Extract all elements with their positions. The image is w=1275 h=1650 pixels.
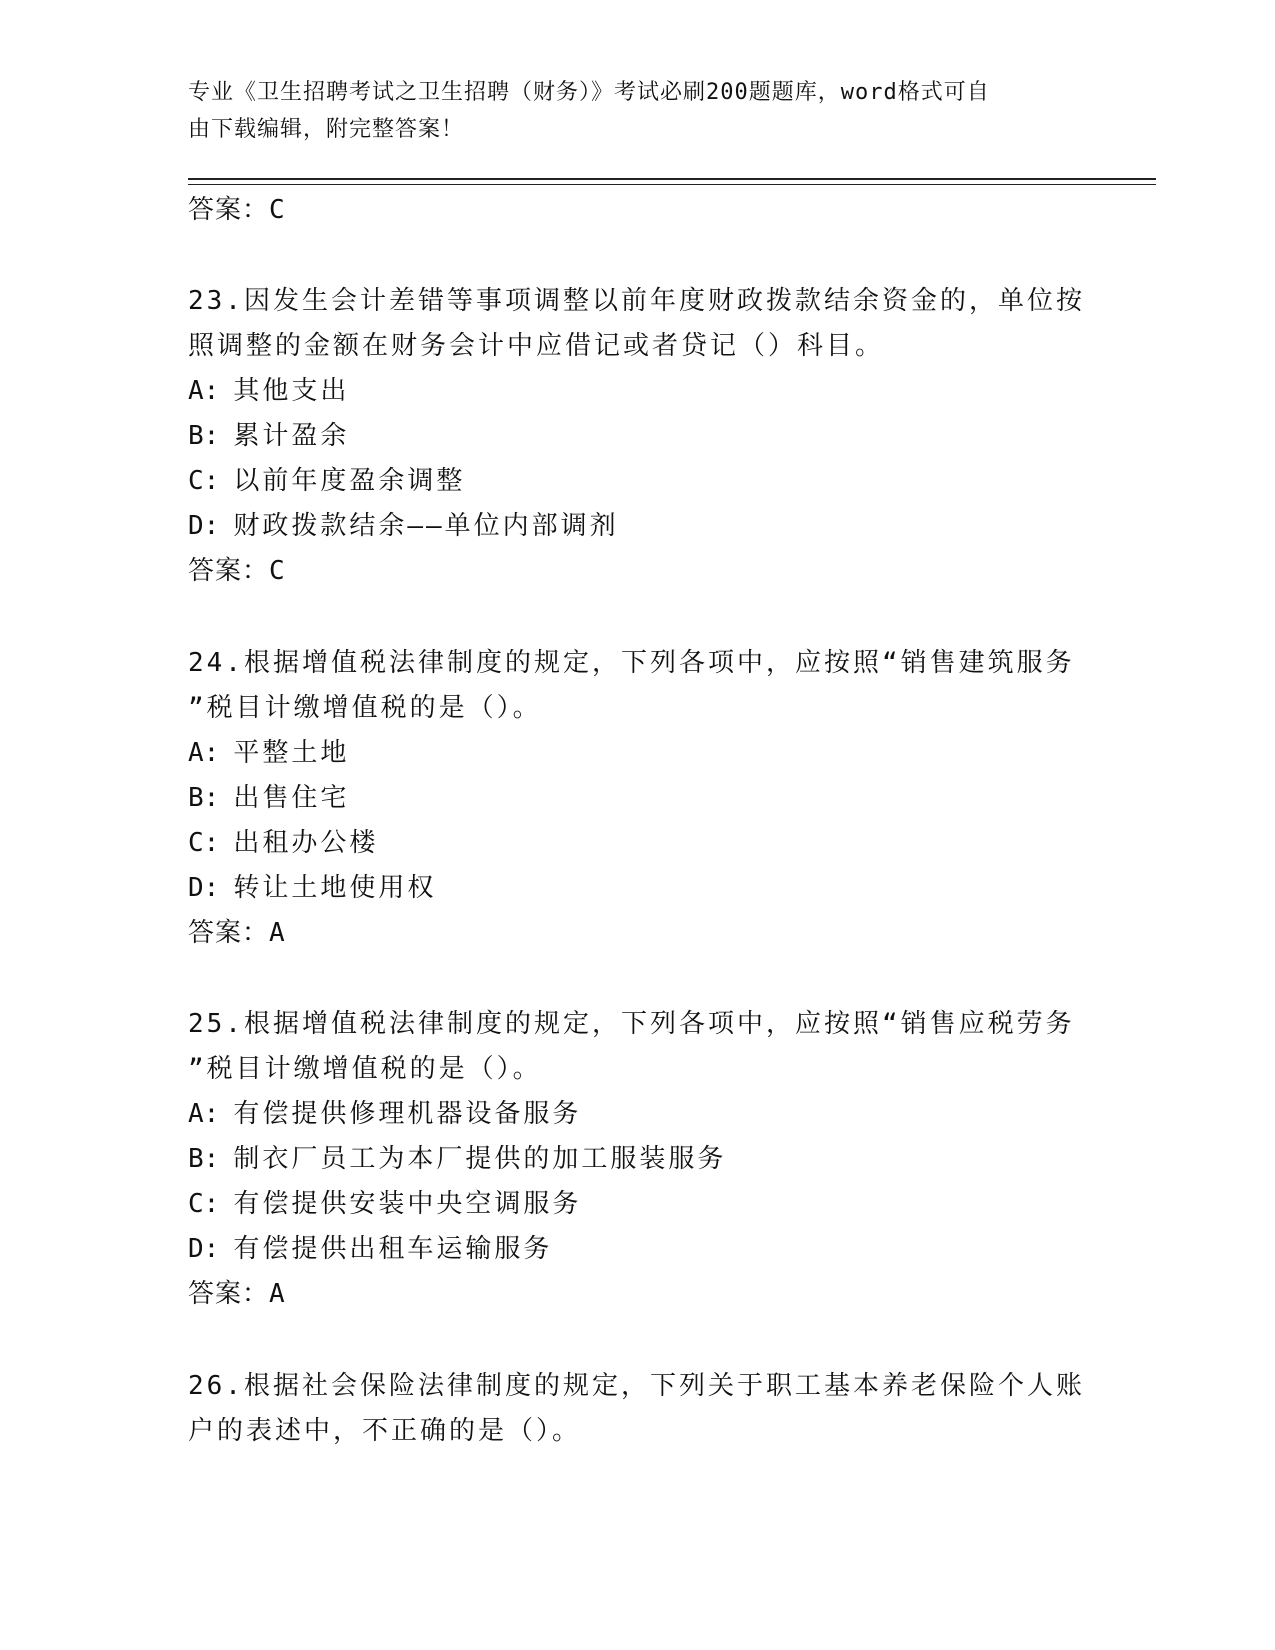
option-text: 有偿提供安装中央空调服务 — [233, 1189, 582, 1219]
option-text: 累计盈余 — [233, 421, 350, 451]
question-23-option-d — [188, 508, 619, 544]
question-24-answer: 答案：A — [188, 918, 286, 948]
question-26-line-2: 户的表述中，不正确的是（）。 — [188, 1416, 582, 1446]
question-25-option-b — [188, 1141, 726, 1177]
question-26-line-1: 26.根据社会保险法律制度的规定，下列关于职工基本养老保险个人账 — [188, 1371, 1085, 1401]
option-letter: D: — [188, 1234, 220, 1264]
question-23-line-1: 23.因发生会计差错等事项调整以前年度财政拨款结余资金的，单位按 — [188, 286, 1085, 316]
question-23-option-a — [188, 373, 349, 409]
option-text: 其他支出 — [233, 376, 350, 406]
option-text: 以前年度盈余调整 — [233, 466, 466, 496]
question-24-option-c — [188, 825, 378, 861]
option-text: 有偿提供出租车运输服务 — [233, 1234, 553, 1264]
option-letter: D: — [188, 873, 220, 903]
question-23-line-2: 照调整的金额在财务会计中应借记或者贷记（）科目。 — [188, 331, 885, 361]
question-25-option-a — [188, 1096, 581, 1132]
question-25-option-d — [188, 1231, 552, 1267]
option-letter: A: — [188, 376, 220, 406]
option-letter: C: — [188, 1189, 220, 1219]
option-text: 制衣厂员工为本厂提供的加工服装服务 — [233, 1144, 727, 1174]
option-letter: B: — [188, 1144, 220, 1174]
option-letter: B: — [188, 783, 220, 813]
option-text: 有偿提供修理机器设备服务 — [233, 1099, 582, 1129]
document-header — [188, 74, 1088, 148]
question-24-line-1: 24.根据增值税法律制度的规定，下列各项中，应按照“销售建筑服务 — [188, 648, 1075, 678]
option-text: 出租办公楼 — [233, 828, 379, 858]
question-25-line-2: ”税目计缴增值税的是（）。 — [188, 1054, 542, 1084]
option-letter: A: — [188, 1099, 220, 1129]
header-divider-thick — [188, 178, 1156, 180]
question-25-answer: 答案：A — [188, 1279, 286, 1309]
previous-answer: 答案：C — [188, 195, 286, 225]
question-23-answer: 答案：C — [188, 556, 286, 586]
header-line-1: 专业《卫生招聘考试之卫生招聘（财务）》考试必刷200题题库，word格式可自 — [188, 80, 990, 105]
header-divider-thin — [188, 184, 1156, 185]
question-24-option-a — [188, 735, 349, 771]
question-23-option-b — [188, 418, 349, 454]
option-text: 出售住宅 — [233, 783, 350, 813]
question-25-option-c — [188, 1186, 581, 1222]
header-line-2: 由下载编辑，附完整答案！ — [188, 117, 465, 142]
option-letter: C: — [188, 466, 220, 496]
option-letter: D: — [188, 511, 220, 541]
option-text: 转让土地使用权 — [233, 873, 437, 903]
option-text: 财政拨款结余——单位内部调剂 — [233, 511, 619, 541]
option-letter: A: — [188, 738, 220, 768]
question-24-option-d — [188, 870, 436, 906]
question-24-option-b — [188, 780, 349, 816]
option-text: 平整土地 — [233, 738, 350, 768]
question-24-line-2: ”税目计缴增值税的是（）。 — [188, 693, 542, 723]
question-25-line-1: 25.根据增值税法律制度的规定，下列各项中，应按照“销售应税劳务 — [188, 1009, 1075, 1039]
question-23-option-c — [188, 463, 465, 499]
option-letter: B: — [188, 421, 220, 451]
option-letter: C: — [188, 828, 220, 858]
